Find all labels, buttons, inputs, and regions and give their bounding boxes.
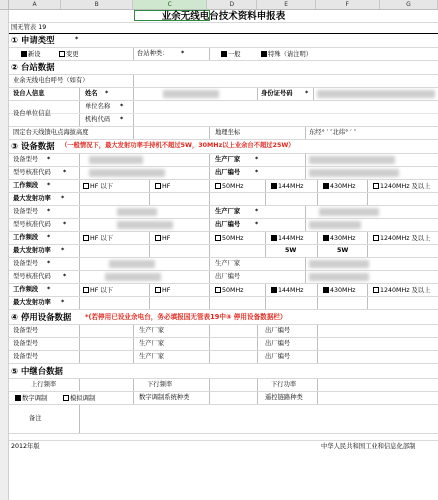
d2-approval-value-redacted[interactable] [117, 221, 173, 229]
name-value-redacted[interactable] [163, 90, 219, 98]
d2-serial-required-mark: * [255, 221, 259, 228]
row-s1-title [9, 34, 438, 48]
d2-approval-required-mark: * [63, 221, 67, 228]
d2-band-hf-box[interactable] [155, 235, 161, 241]
d3-maker-label: 生产厂家 [215, 260, 241, 267]
column-header-bar [0, 0, 438, 10]
d3-maker-value-redacted[interactable] [309, 260, 369, 268]
d1-model-required-mark: * [47, 156, 51, 163]
checkbox-special[interactable] [261, 51, 312, 58]
unit-name-label: 单位名称 [85, 103, 111, 110]
d1-band-hf-below-box[interactable] [83, 183, 89, 189]
d1-band-144[interactable] [271, 183, 304, 190]
d2-serial-value-redacted[interactable] [309, 221, 361, 229]
row-footer [9, 441, 438, 453]
callsign-label: 业余无线电台呼号（如有） [13, 77, 89, 84]
d3-band-430-box[interactable] [323, 287, 329, 293]
checkbox-general[interactable] [221, 51, 241, 58]
d1-power-required-mark: * [61, 195, 65, 202]
uplink-frequency-label: 上行频率 [31, 381, 57, 388]
row-s5-mod [9, 392, 438, 405]
edition-year: 2012年版 [11, 443, 40, 450]
d1-power-label: 最大发射功率 [13, 195, 51, 202]
d3-power-required-mark: * [61, 299, 65, 306]
coordinate-value[interactable]: 东经° ′ ″北纬° ′ ″ [309, 129, 357, 136]
row-s2-title [9, 61, 438, 75]
name-required-mark: * [105, 90, 109, 97]
digital-system-type-label: 数字调制系统种类 [139, 394, 190, 401]
row-form-no [9, 23, 438, 34]
d1-band-50-label: 50MHz [222, 183, 244, 190]
checkbox-analog-mod-label: 模拟调制 [70, 395, 96, 402]
id-number-required-mark: * [305, 90, 309, 97]
d3-band-1240[interactable] [373, 287, 430, 294]
d2-band-hf[interactable] [155, 235, 170, 242]
org-code-label: 机构代码 [85, 116, 111, 123]
d2-band-144-label: 144MHz [278, 235, 304, 242]
row-d3-band [9, 284, 438, 297]
checkbox-change[interactable] [59, 51, 79, 58]
d2-band-hf-below-label: HF 以下 [90, 235, 113, 242]
s4-model-label-2: 设备型号 [13, 340, 39, 347]
d1-band-required-mark: * [47, 182, 51, 189]
antenna-altitude-label: 固定台天线馈电点海拔高度 [13, 129, 89, 136]
d3-approval-label: 型号核准代码 [13, 273, 51, 280]
checkbox-special-box[interactable] [261, 51, 267, 57]
d1-band-hf-below[interactable] [83, 183, 113, 190]
row-d1-band [9, 180, 438, 193]
row-s4-title [9, 310, 438, 325]
station-class-label: 台站种类： [137, 50, 169, 57]
unit-name-required-mark: * [120, 103, 124, 110]
d3-band-hf-below-box[interactable] [83, 287, 89, 293]
s3-power-note: （一般情况下，最大发射功率手持机不超过5W，30MHz以上业余台不超过25W） [61, 142, 295, 149]
form-title: 业余无线电台技术资料申报表 [161, 11, 286, 22]
d1-band-1240[interactable] [373, 183, 430, 190]
s4-model-label-3: 设备型号 [13, 353, 39, 360]
d2-band-1240-label: 1240MHz 及以上 [380, 235, 431, 242]
d2-maker-value-redacted[interactable] [319, 208, 379, 216]
d3-band-144[interactable] [271, 287, 304, 294]
d2-band-hf-label: HF [162, 235, 171, 242]
d2-model-label: 设备型号 [13, 208, 39, 215]
s4-note: *(若停用已设业余电台，务必填报国无管表19中④ 停用设备数据栏） [85, 313, 287, 321]
column-header-a[interactable]: A [9, 0, 61, 9]
org-code-required-mark: * [120, 116, 124, 123]
checkbox-analog-mod-box[interactable] [63, 395, 69, 401]
d2-band-144-box[interactable] [271, 235, 277, 241]
d3-approval-required-mark: * [63, 273, 67, 280]
d1-maker-label: 生产厂家 [215, 156, 241, 163]
d1-band-label: 工作频段 [13, 182, 39, 189]
d3-band-144-label: 144MHz [278, 287, 304, 294]
s4-serial-label-3: 出厂编号 [265, 353, 291, 360]
s1-title: ① 申请类型 [11, 35, 55, 45]
d1-maker-value-redacted[interactable] [309, 156, 395, 164]
row-d3-model [9, 258, 438, 271]
s3-title: ③ 设备数据 [11, 141, 55, 151]
row-callsign [9, 75, 438, 88]
s4-title: ④ 停用设备数据 [11, 312, 72, 322]
row-d1-approval [9, 167, 438, 180]
row-s4-1 [9, 325, 438, 338]
d1-model-value-redacted[interactable] [89, 156, 143, 164]
column-header-b[interactable]: B [61, 0, 133, 9]
d2-power-value-144[interactable]: 5W [285, 247, 297, 254]
checkbox-digital-mod-label: 数字调制 [22, 395, 48, 402]
checkbox-new[interactable] [21, 51, 41, 58]
s4-maker-label-3: 生产厂家 [139, 353, 165, 360]
d2-band-required-mark: * [47, 234, 51, 241]
d1-band-hf[interactable] [155, 183, 170, 190]
d1-band-430-box[interactable] [323, 183, 329, 189]
name-label: 姓名 [85, 90, 98, 97]
d1-band-hf-below-label: HF 以下 [90, 183, 113, 190]
d3-serial-value-redacted[interactable] [309, 273, 369, 281]
d1-band-hf-label: HF [162, 183, 171, 190]
downlink-power-label: 下行功率 [271, 381, 297, 388]
row-header-bar[interactable] [0, 10, 9, 500]
row-d3-approval [9, 271, 438, 284]
column-header-e[interactable]: E [257, 0, 315, 9]
column-header-f[interactable]: F [316, 0, 380, 9]
d2-band-50[interactable] [215, 235, 244, 242]
row-remark [9, 405, 438, 434]
d1-band-430-label: 430MHz [330, 183, 356, 190]
d1-model-label: 设备型号 [13, 156, 39, 163]
d3-model-label: 设备型号 [13, 260, 39, 267]
checkbox-new-box[interactable] [21, 51, 27, 57]
d2-maker-required-mark: * [255, 208, 259, 215]
column-header-g[interactable]: G [380, 0, 438, 9]
checkbox-analog-mod[interactable] [63, 395, 95, 402]
row-address [9, 127, 438, 140]
d3-band-1240-label: 1240MHz 及以上 [380, 287, 431, 294]
d3-band-50-box[interactable] [215, 287, 221, 293]
station-class-required-mark: * [181, 50, 185, 57]
d2-power-value-430[interactable]: 5W [337, 247, 349, 254]
s4-serial-label-2: 出厂编号 [265, 340, 291, 347]
d2-power-required-mark: * [61, 247, 65, 254]
row-holder [9, 88, 438, 101]
s2-title: ② 台站数据 [11, 62, 55, 72]
d2-maker-label: 生产厂家 [215, 208, 241, 215]
form-number: 国无管表 19 [11, 24, 47, 31]
d3-band-hf-box[interactable] [155, 287, 161, 293]
d2-band-144[interactable] [271, 235, 304, 242]
d3-band-label: 工作频段 [13, 286, 39, 293]
holder-label: 设台人信息 [13, 90, 45, 97]
d2-serial-label: 出厂编号 [215, 221, 241, 228]
d2-model-value-redacted[interactable] [117, 208, 157, 216]
d2-band-430[interactable] [323, 235, 356, 242]
checkbox-digital-mod-box[interactable] [15, 395, 21, 401]
d1-band-144-box[interactable] [271, 183, 277, 189]
d1-band-430[interactable] [323, 183, 356, 190]
d3-band-hf-below[interactable] [83, 287, 113, 294]
row-d2-band [9, 232, 438, 245]
d2-band-430-box[interactable] [323, 235, 329, 241]
row-s1-type [9, 48, 438, 61]
row-d2-approval [9, 219, 438, 232]
id-number-value-redacted[interactable] [317, 90, 435, 98]
s4-maker-label-1: 生产厂家 [139, 327, 165, 334]
checkbox-change-box[interactable] [59, 51, 65, 57]
row-s5-title [9, 364, 438, 379]
s1-required-mark: * [75, 36, 79, 43]
d1-serial-required-mark: * [255, 169, 259, 176]
d3-band-430[interactable] [323, 287, 356, 294]
d2-band-430-label: 430MHz [330, 235, 356, 242]
d2-band-50-box[interactable] [215, 235, 221, 241]
s5-title: ⑤ 中继台数据 [11, 366, 63, 376]
coordinate-label: 地理坐标 [215, 129, 241, 136]
d2-band-hf-below-box[interactable] [83, 235, 89, 241]
d1-maker-required-mark: * [255, 156, 259, 163]
checkbox-special-label: 特殊（请注明） [268, 51, 313, 58]
remark-label: 备注 [29, 415, 42, 422]
select-all-corner[interactable] [0, 0, 9, 9]
checkbox-general-label: 一般 [228, 51, 241, 58]
row-s4-3 [9, 351, 438, 364]
row-s4-2 [9, 338, 438, 351]
d3-band-hf-below-label: HF 以下 [90, 287, 113, 294]
d3-power-label: 最大发射功率 [13, 299, 51, 306]
s4-maker-label-2: 生产厂家 [139, 340, 165, 347]
d2-band-1240[interactable] [373, 235, 430, 242]
checkbox-new-label: 新设 [28, 51, 41, 58]
d1-band-50[interactable] [215, 183, 244, 190]
checkbox-digital-mod[interactable] [15, 395, 47, 402]
d1-approval-value-redacted[interactable] [89, 169, 165, 177]
downlink-frequency-label: 下行频率 [147, 381, 173, 388]
d1-approval-required-mark: * [63, 169, 67, 176]
d1-band-hf-box[interactable] [155, 183, 161, 189]
d2-approval-label: 型号核准代码 [13, 221, 51, 228]
remote-link-type-label: 遥控链路种类 [265, 394, 303, 401]
d2-band-hf-below[interactable] [83, 235, 113, 242]
d3-band-50-label: 50MHz [222, 287, 244, 294]
row-title [9, 10, 438, 23]
s4-model-label-1: 设备型号 [13, 327, 39, 334]
d1-serial-value-redacted[interactable] [309, 169, 399, 177]
d3-band-430-label: 430MHz [330, 287, 356, 294]
row-blank [9, 434, 438, 441]
d3-band-144-box[interactable] [271, 287, 277, 293]
d1-band-50-box[interactable] [215, 183, 221, 189]
d2-band-50-label: 50MHz [222, 235, 244, 242]
row-org-code [9, 110, 438, 127]
d2-band-1240-box[interactable] [373, 235, 379, 241]
d3-band-1240-box[interactable] [373, 287, 379, 293]
d2-band-label: 工作频段 [13, 234, 39, 241]
row-d3-power [9, 297, 438, 310]
d1-serial-label: 出厂编号 [215, 169, 241, 176]
d3-approval-value-redacted[interactable] [105, 273, 161, 281]
d1-band-1240-label: 1240MHz 及以上 [380, 183, 431, 190]
row-s5-freq [9, 379, 438, 392]
d3-band-hf-label: HF [162, 287, 171, 294]
id-number-label: 身份证号码 [261, 90, 293, 97]
row-unit-name [9, 101, 438, 114]
d3-band-hf[interactable] [155, 287, 170, 294]
row-s3-title [9, 140, 438, 154]
d3-serial-label: 出厂编号 [215, 273, 241, 280]
d1-approval-label: 型号核准代码 [13, 169, 51, 176]
d3-band-50[interactable] [215, 287, 244, 294]
row-d2-model [9, 206, 438, 219]
column-header-d[interactable]: D [207, 0, 257, 9]
d3-band-required-mark: * [47, 286, 51, 293]
d1-band-1240-box[interactable] [373, 183, 379, 189]
unit-info-label: 设台单位信息 [13, 110, 51, 117]
d2-power-label: 最大发射功率 [13, 247, 51, 254]
row-d1-power [9, 193, 438, 206]
d3-model-required-mark: * [47, 260, 51, 267]
form-grid [9, 10, 438, 453]
d2-model-required-mark: * [47, 208, 51, 215]
d3-model-value-redacted[interactable] [109, 260, 155, 268]
row-d2-power [9, 245, 438, 258]
row-d1-model [9, 154, 438, 167]
d1-band-144-label: 144MHz [278, 183, 304, 190]
checkbox-change-label: 变更 [66, 51, 79, 58]
column-header-c[interactable]: C [133, 0, 207, 9]
s4-serial-label-1: 出厂编号 [265, 327, 291, 334]
issuing-authority: 中华人民共和国工业和信息化部制 [321, 443, 416, 450]
checkbox-general-box[interactable] [221, 51, 227, 57]
